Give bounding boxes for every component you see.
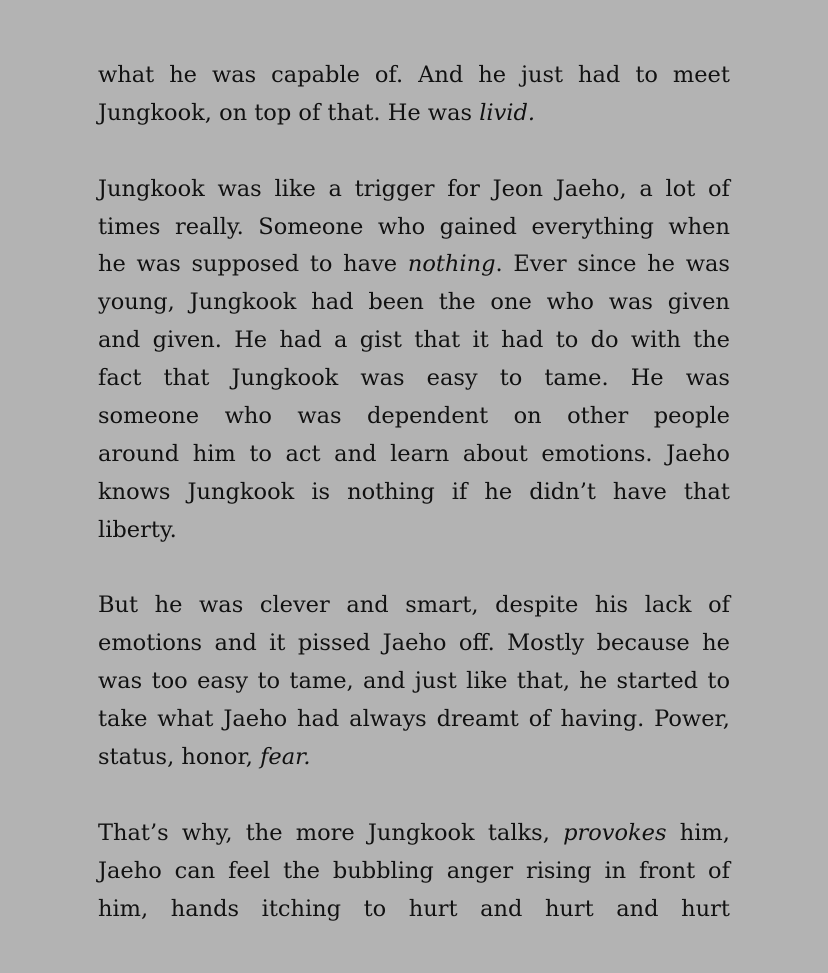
text-run: he was supposed to have xyxy=(98,251,408,277)
word-gap xyxy=(257,630,264,656)
text-line xyxy=(98,587,730,625)
text-run: That’s why, the more Jungkook talks, xyxy=(98,820,563,846)
word-gap xyxy=(244,214,251,240)
word-gap xyxy=(141,365,148,391)
text-run: was too easy to tame, and just like that, he started to xyxy=(98,668,730,695)
word-gap xyxy=(550,820,557,846)
word-gap xyxy=(341,896,348,922)
word-gap xyxy=(522,896,529,922)
text-run: someone who was dependent on other people xyxy=(98,403,730,430)
word-gap xyxy=(389,592,396,618)
italic-text: nothing xyxy=(407,251,496,278)
word-gap xyxy=(567,251,574,277)
word-gap xyxy=(370,630,377,656)
text-line xyxy=(98,398,730,436)
word-gap xyxy=(664,365,671,391)
text-line xyxy=(98,739,730,777)
text-line xyxy=(98,246,730,284)
word-gap xyxy=(507,668,514,694)
word-gap xyxy=(460,327,467,353)
word-gap xyxy=(222,327,229,353)
word-gap xyxy=(386,896,393,922)
word-gap xyxy=(355,820,362,846)
italic-text: fear. xyxy=(260,744,311,771)
word-gap xyxy=(347,327,354,353)
word-gap xyxy=(636,251,643,277)
text-run: Jungkook, on top of that. He was xyxy=(98,99,480,126)
word-gap xyxy=(478,592,485,618)
text-line xyxy=(98,625,730,663)
word-gap xyxy=(653,289,660,315)
word-gap xyxy=(338,365,345,391)
text-run: take what Jaeho had always dreamt of having. Power, xyxy=(98,706,730,733)
text-run: him, xyxy=(667,820,730,846)
word-gap xyxy=(620,62,627,88)
text-line xyxy=(98,57,730,95)
text-line xyxy=(98,436,730,474)
word-gap xyxy=(363,214,370,240)
text-line xyxy=(98,512,730,550)
word-gap xyxy=(256,62,263,88)
word-gap xyxy=(517,214,524,240)
word-gap xyxy=(272,441,279,467)
text-line xyxy=(98,322,730,360)
word-gap xyxy=(528,441,535,467)
word-gap xyxy=(138,592,145,618)
paragraph xyxy=(98,57,730,133)
word-gap xyxy=(570,668,577,694)
word-gap xyxy=(405,365,412,391)
word-gap xyxy=(446,630,453,656)
text-run: Jaeho can feel the bubbling anger rising in front of xyxy=(98,857,730,884)
word-gap xyxy=(205,176,212,202)
word-gap xyxy=(463,62,470,88)
paragraph xyxy=(98,815,730,929)
word-gap xyxy=(202,630,209,656)
text-run: times really. Someone who gained everything when xyxy=(98,213,730,240)
word-gap xyxy=(653,176,660,202)
word-gap xyxy=(342,403,349,429)
reading-text-column[interactable] xyxy=(98,57,730,966)
text-run: Jungkook was like a trigger for Jeon Jaeho, a lot of xyxy=(98,175,730,202)
word-gap xyxy=(503,251,510,277)
text-line xyxy=(98,815,730,853)
word-gap xyxy=(209,365,216,391)
word-gap xyxy=(402,327,409,353)
word-gap xyxy=(609,365,616,391)
text-line xyxy=(98,663,730,701)
word-gap xyxy=(403,62,410,88)
word-gap xyxy=(243,592,250,618)
word-gap xyxy=(488,403,495,429)
word-gap xyxy=(397,251,404,277)
word-gap xyxy=(476,289,483,315)
word-gap xyxy=(175,289,182,315)
word-gap xyxy=(659,896,666,922)
word-gap xyxy=(675,251,682,277)
word-gap xyxy=(316,176,323,202)
italic-text: livid. xyxy=(479,99,536,126)
word-gap xyxy=(596,479,603,505)
word-gap xyxy=(126,251,133,277)
word-gap xyxy=(248,668,255,694)
word-gap xyxy=(142,668,149,694)
paragraph xyxy=(98,171,730,550)
word-gap xyxy=(280,668,287,694)
word-gap xyxy=(181,251,188,277)
word-gap xyxy=(695,858,702,884)
word-gap xyxy=(667,820,674,846)
word-gap xyxy=(283,820,290,846)
text-line xyxy=(98,360,730,398)
word-gap xyxy=(489,327,496,353)
word-gap xyxy=(519,706,526,732)
word-gap xyxy=(360,62,367,88)
word-gap xyxy=(467,479,474,505)
word-gap xyxy=(543,176,550,202)
word-gap xyxy=(619,327,626,353)
word-gap xyxy=(449,441,456,467)
word-gap xyxy=(698,668,705,694)
word-gap xyxy=(321,441,328,467)
text-line xyxy=(98,209,730,247)
word-gap xyxy=(542,403,549,429)
word-gap xyxy=(169,820,176,846)
word-gap xyxy=(179,441,186,467)
text-run: knows Jungkook is nothing if he didn’t have that xyxy=(98,478,730,505)
word-gap xyxy=(322,327,329,353)
word-gap xyxy=(147,706,154,732)
word-gap xyxy=(592,858,599,884)
word-gap xyxy=(197,62,204,88)
word-gap xyxy=(160,214,167,240)
word-gap xyxy=(626,858,633,884)
text-run: what he was capable of. And he just had to meet xyxy=(98,62,730,88)
word-gap xyxy=(578,327,585,353)
text-run: But he was clever and smart, despite his lack of xyxy=(98,592,730,619)
word-gap xyxy=(232,820,239,846)
word-gap xyxy=(607,668,614,694)
word-gap xyxy=(434,858,441,884)
word-gap xyxy=(644,706,651,732)
word-gap xyxy=(270,858,277,884)
word-gap xyxy=(495,630,502,656)
word-gap xyxy=(551,706,558,732)
word-gap xyxy=(320,858,327,884)
word-gap xyxy=(299,251,306,277)
word-gap xyxy=(435,176,442,202)
word-gap xyxy=(188,668,195,694)
word-gap xyxy=(480,176,487,202)
word-gap xyxy=(285,630,292,656)
text-run: and given. He had a gist that it had to do with the xyxy=(98,327,730,354)
word-gap xyxy=(424,289,431,315)
word-gap xyxy=(628,592,635,618)
word-gap xyxy=(522,365,529,391)
word-gap xyxy=(594,289,601,315)
text-line xyxy=(98,701,730,739)
word-gap xyxy=(262,176,269,202)
word-gap xyxy=(287,706,294,732)
text-line xyxy=(98,474,730,512)
word-gap xyxy=(563,62,570,88)
italic-text: provokes xyxy=(563,819,667,846)
word-gap xyxy=(628,403,635,429)
word-gap xyxy=(578,592,585,618)
word-gap xyxy=(330,479,337,505)
word-gap xyxy=(513,858,520,884)
text-run: . Ever since he was xyxy=(495,251,730,278)
word-gap xyxy=(425,214,432,240)
word-gap xyxy=(215,858,222,884)
word-gap xyxy=(213,706,220,732)
word-gap xyxy=(332,251,339,277)
word-gap xyxy=(594,896,601,922)
word-gap xyxy=(239,896,246,922)
word-gap xyxy=(457,668,464,694)
word-gap xyxy=(458,896,465,922)
word-gap xyxy=(532,289,539,315)
text-run: status, honor, xyxy=(98,744,261,771)
word-gap xyxy=(354,289,361,315)
word-gap xyxy=(692,592,699,618)
text-run: fact that Jungkook was easy to tame. He was xyxy=(98,365,730,392)
word-gap xyxy=(658,62,665,88)
text-line xyxy=(98,853,730,891)
text-line xyxy=(98,171,730,209)
word-gap xyxy=(478,365,485,391)
word-gap xyxy=(427,706,434,732)
word-gap xyxy=(376,441,383,467)
word-gap xyxy=(199,403,206,429)
word-gap xyxy=(140,327,147,353)
word-gap xyxy=(690,630,697,656)
text-line xyxy=(98,95,730,133)
word-gap xyxy=(330,592,337,618)
word-gap xyxy=(584,630,591,656)
paragraph xyxy=(98,587,730,776)
word-gap xyxy=(475,820,482,846)
word-gap xyxy=(512,479,519,505)
word-gap xyxy=(695,176,702,202)
word-gap xyxy=(681,327,688,353)
word-gap xyxy=(667,479,674,505)
word-gap xyxy=(170,479,177,505)
text-run: young, Jungkook had been the one who was given xyxy=(98,289,730,316)
word-gap xyxy=(236,441,243,467)
word-gap xyxy=(154,62,161,88)
text-run: around him to act and learn about emotions. Jaeho xyxy=(98,440,730,467)
word-gap xyxy=(354,668,361,694)
text-run: him, hands itching to hurt and hurt and hurt xyxy=(98,895,730,922)
word-gap xyxy=(405,668,412,694)
text-line xyxy=(98,284,730,322)
word-gap xyxy=(654,214,661,240)
word-gap xyxy=(543,327,550,353)
word-gap xyxy=(148,896,155,922)
word-gap xyxy=(506,62,513,88)
text-run: emotions and it pissed Jaeho off. Mostly because he xyxy=(98,630,730,657)
text-line xyxy=(98,891,730,929)
word-gap xyxy=(296,289,303,315)
word-gap xyxy=(267,327,274,353)
text-run: liberty. xyxy=(98,516,177,543)
word-gap xyxy=(162,858,169,884)
word-gap xyxy=(653,441,660,467)
word-gap xyxy=(627,176,634,202)
word-gap xyxy=(435,479,442,505)
word-gap xyxy=(339,706,346,732)
word-gap xyxy=(182,592,189,618)
word-gap xyxy=(272,403,279,429)
word-gap xyxy=(294,479,301,505)
word-gap xyxy=(342,176,349,202)
